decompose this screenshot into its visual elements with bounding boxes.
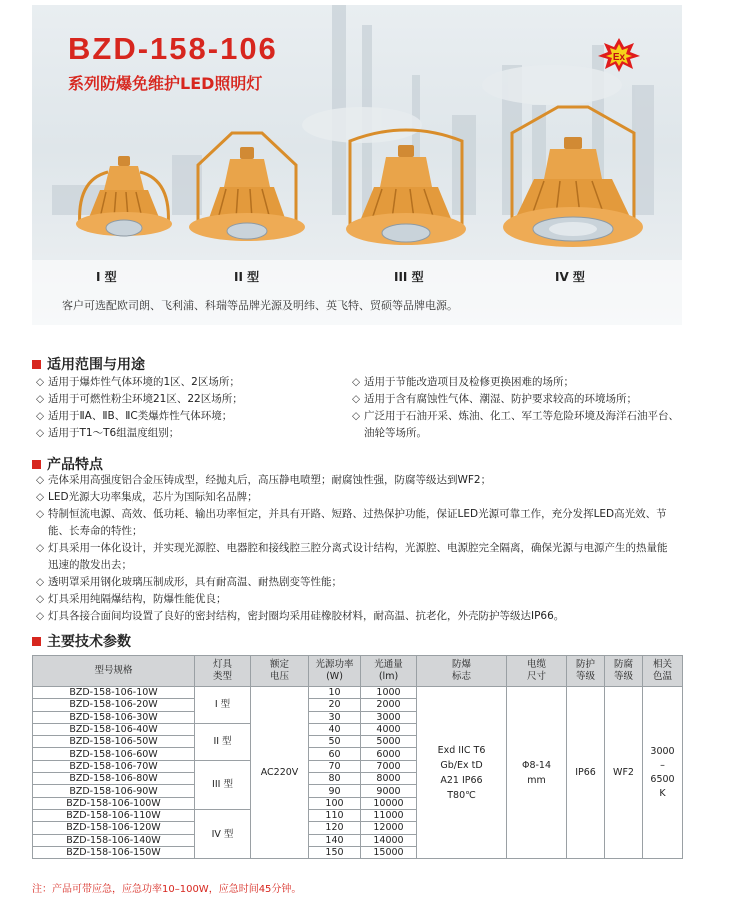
cell-model: BZD-158-106-70W — [33, 760, 195, 772]
cell-flux: 10000 — [361, 797, 417, 809]
col-header-voltage: 额定 电压 — [251, 656, 309, 687]
lamp-type-3-image — [340, 115, 472, 263]
list-item: ◇ 适用于含有腐蚀性气体、潮湿、防护要求较高的环境场所； — [352, 393, 637, 405]
scope-list-left — [36, 374, 243, 442]
list-item: 油轮等场所。 — [364, 427, 427, 439]
list-item: ◇ 壳体采用高强度铝合金压铸成型，经抛丸后，高压静电喷塑；耐腐蚀性强，防腐等级达到WF2； — [36, 474, 492, 486]
section-marker-icon — [32, 637, 41, 646]
cell-model: BZD-158-106-140W — [33, 834, 195, 846]
cell-model: BZD-158-106-110W — [33, 809, 195, 821]
cell-model: BZD-158-106-30W — [33, 711, 195, 723]
cell-power: 40 — [309, 723, 361, 735]
col-header-color-temp: 相关 色温 — [643, 656, 683, 687]
cell-flux: 4000 — [361, 723, 417, 735]
lamp-type-2-label: II 型 — [234, 270, 260, 284]
cell-model: BZD-158-106-90W — [33, 785, 195, 797]
cell-flux: 5000 — [361, 736, 417, 748]
cell-flux: 7000 — [361, 760, 417, 772]
section-marker-icon — [32, 360, 41, 369]
cell-model: BZD-158-106-10W — [33, 687, 195, 699]
table-header-row — [33, 656, 683, 687]
list-item: ◇ 适用于可燃性粉尘环境21区、22区场所； — [36, 393, 243, 405]
cell-flux: 11000 — [361, 809, 417, 821]
cell-flux: 3000 — [361, 711, 417, 723]
cell-anticorrosion: WF2 — [605, 687, 643, 859]
cell-cable: Φ8-14 mm — [507, 687, 567, 859]
cell-flux: 9000 — [361, 785, 417, 797]
cell-model: BZD-158-106-50W — [33, 736, 195, 748]
cell-flux: 6000 — [361, 748, 417, 760]
table-row — [33, 687, 683, 699]
section-marker-icon — [32, 460, 41, 469]
list-item: ◇ 适用于ⅡA、ⅡB、ⅡC类爆炸性气体环境； — [36, 410, 233, 422]
list-item: ◇ 透明罩采用钢化玻璃压制成形，具有耐高温、耐热剧变等性能； — [36, 576, 342, 588]
brand-options-note: 客户可选配欧司朗、飞利浦、科瑞等品牌光源及明纬、英飞特、贸硕等品牌电源。 — [62, 299, 458, 312]
col-header-ex-mark: 防爆 标志 — [417, 656, 507, 687]
specs-heading: 主要技术参数 — [32, 631, 131, 651]
cell-flux: 2000 — [361, 699, 417, 711]
product-title: BZD-158-106 — [68, 31, 278, 66]
cell-power: 50 — [309, 736, 361, 748]
cell-type-group: I 型 — [195, 687, 251, 724]
cell-type-group: IV 型 — [195, 809, 251, 858]
cell-color-temp: 3000 – 6500 K — [643, 687, 683, 859]
cell-flux: 15000 — [361, 846, 417, 858]
cell-power: 70 — [309, 760, 361, 772]
cell-model: BZD-158-106-20W — [33, 699, 195, 711]
cell-ex-mark: Exd IIC T6 Gb/Ex tD A21 IP66 T80℃ — [417, 687, 507, 859]
list-item: ◇ LED光源大功率集成，芯片为国际知名品牌； — [36, 491, 258, 503]
list-item: ◇ 适用于爆炸性气体环境的1区、2区场所； — [36, 376, 240, 388]
svg-text:Ex: Ex — [612, 52, 626, 63]
ex-explosion-proof-badge — [597, 37, 641, 73]
col-header-cable: 电缆 尺寸 — [507, 656, 567, 687]
col-header-protection: 防护 等级 — [567, 656, 605, 687]
cell-flux: 12000 — [361, 822, 417, 834]
cell-power: 150 — [309, 846, 361, 858]
emergency-note: 注：产品可带应急，应急功率10–100W，应急时间45分钟。 — [32, 884, 302, 895]
list-item: ◇ 灯具各接合面间均设置了良好的密封结构，密封圈均采用硅橡胶材料，耐高温、抗老化，外壳防护等级达IP66。 — [36, 610, 565, 622]
features-heading: 产品特点 — [32, 454, 103, 474]
cell-type-group: II 型 — [195, 723, 251, 760]
col-header-type: 灯具 类型 — [195, 656, 251, 687]
col-header-model: 型号规格 — [33, 656, 195, 687]
scope-list-right — [352, 374, 679, 442]
cell-power: 90 — [309, 785, 361, 797]
cell-model: BZD-158-106-100W — [33, 797, 195, 809]
scope-heading: 适用范围与用途 — [32, 354, 145, 374]
list-item: ◇ 灯具采用一体化设计，并实现光源腔、电器腔和接线腔三腔分离式设计结构，光源腔、电源腔完全隔离，确保光源与电源产生的热量能 迅速的散发出去； — [36, 542, 668, 571]
cell-power: 10 — [309, 687, 361, 699]
cell-flux: 14000 — [361, 834, 417, 846]
cell-model: BZD-158-106-120W — [33, 822, 195, 834]
list-item: ◇ 适用于节能改造项目及检修更换困难的场所； — [352, 376, 574, 388]
cell-model: BZD-158-106-40W — [33, 723, 195, 735]
list-item: ◇ 广泛用于石油开采、炼油、化工、军工等危险环境及海洋石油平台、 — [352, 410, 679, 422]
list-item: ◇ 灯具采用纯隔爆结构，防爆性能优良； — [36, 593, 227, 605]
lamp-type-1-image — [70, 150, 178, 260]
features-list — [36, 472, 688, 625]
cell-type-group: III 型 — [195, 760, 251, 809]
list-item: ◇ 适用于T1～T6组温度组别； — [36, 427, 180, 439]
lamp-type-1-label: I 型 — [96, 270, 117, 284]
cell-model: BZD-158-106-80W — [33, 773, 195, 785]
cell-power: 100 — [309, 797, 361, 809]
lamp-type-4-image — [498, 103, 648, 263]
cell-model: BZD-158-106-60W — [33, 748, 195, 760]
lamp-type-4-label: IV 型 — [555, 270, 585, 284]
cell-power: 60 — [309, 748, 361, 760]
cell-power: 80 — [309, 773, 361, 785]
col-header-anticorrosion: 防腐 等级 — [605, 656, 643, 687]
col-header-flux: 光通量 (lm) — [361, 656, 417, 687]
cell-power: 20 — [309, 699, 361, 711]
cell-power: 30 — [309, 711, 361, 723]
spec-table — [32, 655, 683, 859]
cell-flux: 1000 — [361, 687, 417, 699]
cell-model: BZD-158-106-150W — [33, 846, 195, 858]
col-header-power: 光源功率 (W) — [309, 656, 361, 687]
cell-power: 110 — [309, 809, 361, 821]
cell-power: 140 — [309, 834, 361, 846]
cell-flux: 8000 — [361, 773, 417, 785]
cell-protection: IP66 — [567, 687, 605, 859]
hero-banner — [32, 5, 682, 325]
lamp-type-2-image — [182, 125, 312, 265]
product-subtitle: 系列防爆免维护LED照明灯 — [68, 74, 263, 93]
cell-power: 120 — [309, 822, 361, 834]
lamp-type-3-label: III 型 — [394, 270, 424, 284]
cell-voltage: AC220V — [251, 687, 309, 859]
list-item: ◇ 特制恒流电源、高效、低功耗、输出功率恒定，并具有开路、短路、过热保护功能，保证LED光源可靠工作，充分发挥LED高光效、节 能、长寿命的特性； — [36, 508, 667, 537]
